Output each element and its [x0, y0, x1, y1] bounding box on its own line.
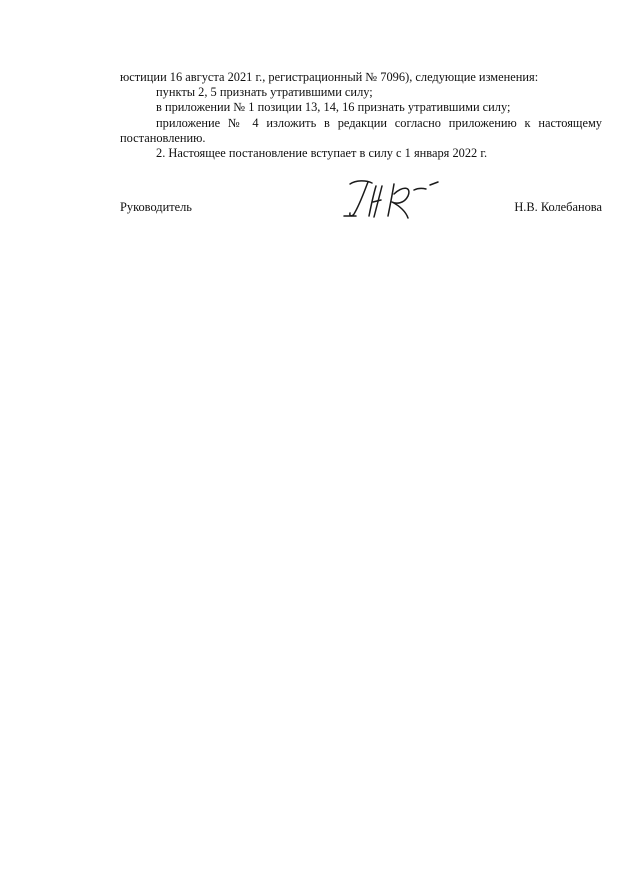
signatory-name: Н.В. Колебанова [514, 200, 602, 214]
paragraph-appendix-4: приложение № 4 изложить в редакции согласно приложению к настоящему постановлению. [120, 115, 602, 145]
handwritten-signature [342, 176, 446, 224]
paragraph-appendix-1: в приложении № 1 позиции 13, 14, 16 признать утратившими силу; [156, 100, 511, 115]
paragraph-effective-date: 2. Настоящее постановление вступает в силу с 1 января 2022 г. [156, 146, 488, 161]
signatory-title: Руководитель [120, 200, 192, 214]
paragraph-continuation: юстиции 16 августа 2021 г., регистрационный № 7096), следующие изменения: [120, 70, 539, 84]
paragraph-items-void: пункты 2, 5 признать утратившими силу; [156, 85, 373, 100]
document-body [120, 70, 602, 161]
signature-block [120, 194, 602, 224]
